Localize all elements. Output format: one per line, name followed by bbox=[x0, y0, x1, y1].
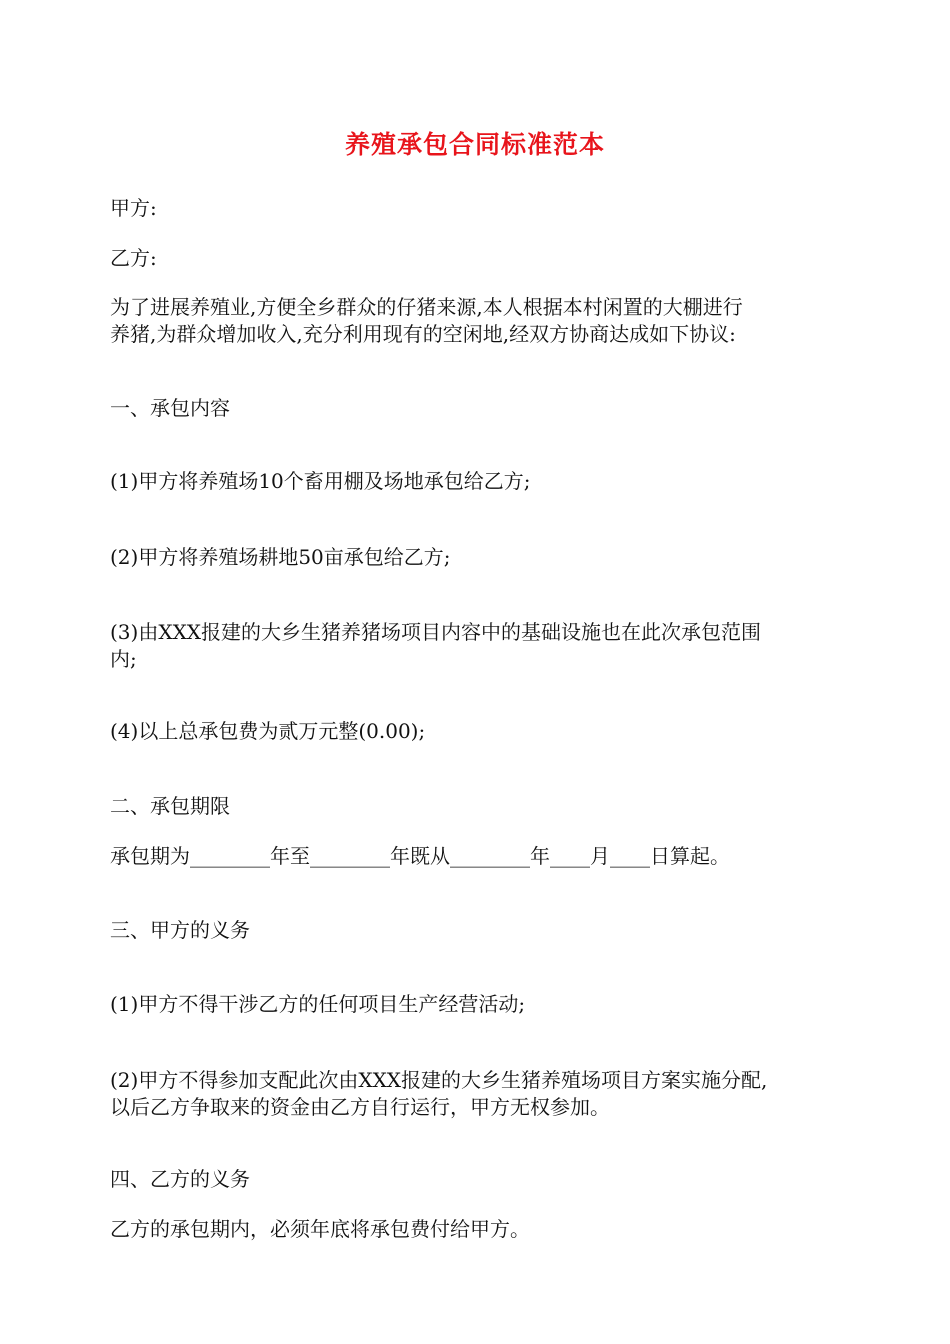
section-3-item-2-line-1: (2)甲方不得参加支配此次由XXX报建的大乡生猪养殖场项目方案实施分配, bbox=[110, 1068, 768, 1092]
section-1-item-2: (2)甲方将养殖场耕地50亩承包给乙方; bbox=[110, 545, 451, 569]
section-3-item-1: (1)甲方不得干涉乙方的任何项目生产经营活动; bbox=[110, 992, 526, 1016]
section-2-heading: 二、承包期限 bbox=[110, 794, 230, 818]
section-1-item-3-line-2: 内; bbox=[110, 647, 137, 671]
section-4-heading: 四、乙方的义务 bbox=[110, 1167, 250, 1191]
document-title: 养殖承包合同标准范本 bbox=[344, 130, 605, 159]
party-a-label: 甲方: bbox=[110, 196, 157, 220]
section-3-item-2-line-2: 以后乙方争取来的资金由乙方自行运行，甲方无权参加。 bbox=[110, 1095, 610, 1119]
section-3-heading: 三、甲方的义务 bbox=[110, 918, 250, 942]
intro-paragraph-line-1: 为了进展养殖业,方便全乡群众的仔猪来源,本人根据本村闲置的大棚进行 bbox=[110, 295, 743, 319]
section-1-heading: 一、承包内容 bbox=[110, 396, 230, 420]
section-1-item-3-line-1: (3)由XXX报建的大乡生猪养猪场项目内容中的基础设施也在此次承包范围 bbox=[110, 620, 762, 644]
section-2-text: 承包期为________年至________年既从________年____月____日算起。 bbox=[110, 844, 730, 868]
section-1-item-4: (4)以上总承包费为贰万元整(0.00); bbox=[110, 719, 426, 743]
intro-paragraph-line-2: 养猪,为群众增加收入,充分利用现有的空闲地,经双方协商达成如下协议: bbox=[110, 322, 736, 346]
section-1-item-1: (1)甲方将养殖场10个畜用棚及场地承包给乙方; bbox=[110, 469, 531, 493]
party-b-label: 乙方: bbox=[110, 246, 157, 270]
section-4-text: 乙方的承包期内，必须年底将承包费付给甲方。 bbox=[110, 1217, 530, 1241]
